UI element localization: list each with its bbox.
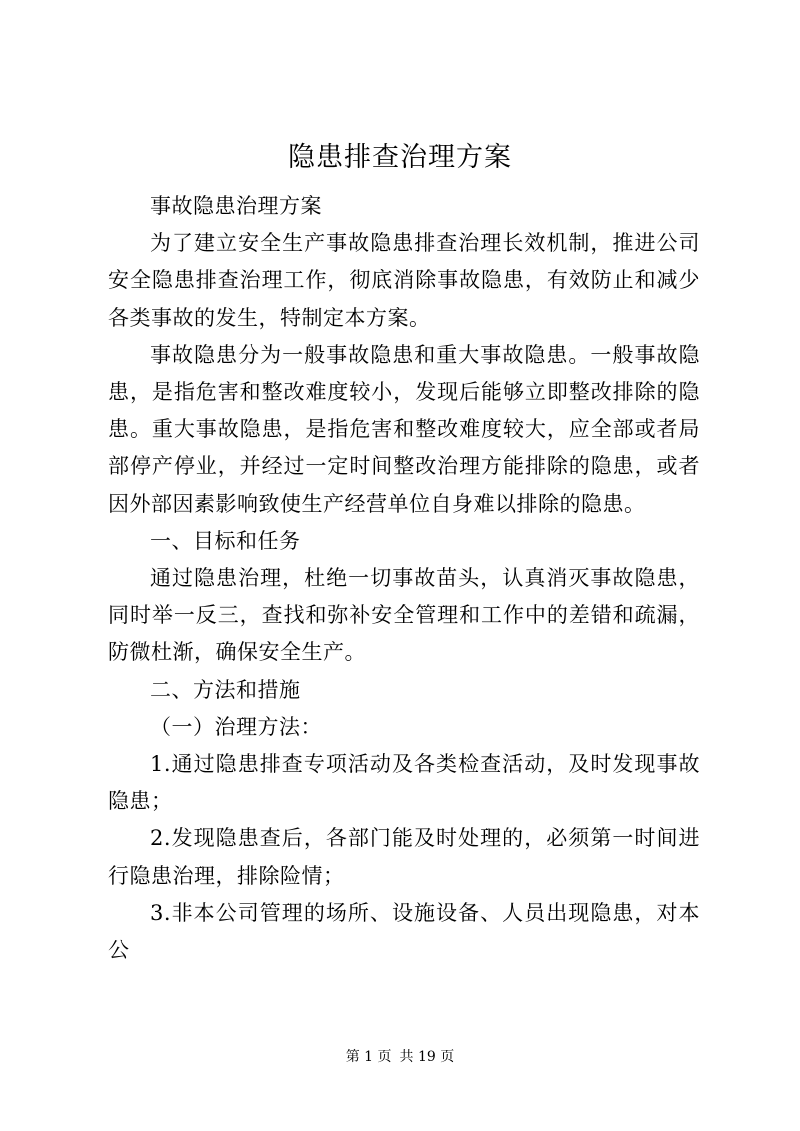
list-item-3: 3.非本公司管理的场所、设施设备、人员出现隐患，对本公 — [108, 900, 700, 963]
subsection-heading-treatment: （一）治理方法： — [150, 714, 322, 739]
document-body — [108, 188, 700, 969]
list-item-2: 2.发现隐患查后，各部门能及时处理的，必须第一时间进行隐患治理，排除险情； — [108, 826, 700, 888]
document-title: 隐患排查治理方案 — [288, 142, 512, 173]
page-total: 共 19 页 — [399, 1049, 455, 1065]
paragraph-subtitle: 事故隐患治理方案 — [150, 194, 322, 218]
paragraph-purpose: 为了建立安全生产事故隐患排查治理长效机制，推进公司安全隐患排查治理工作，彻底消除事故隐患，有效防止和减少各类事故的发生，特制定本方案。 — [108, 231, 700, 330]
section-heading-goals: 一、目标和任务 — [150, 528, 301, 553]
section-heading-methods: 二、方法和措施 — [150, 677, 301, 702]
page-footer — [0, 1047, 800, 1067]
list-item-1: 1.通过隐患排查专项活动及各类检查活动，及时发现事故隐患； — [108, 752, 700, 814]
paragraph-goals: 通过隐患治理，杜绝一切事故苗头，认真消灭事故隐患，同时举一反三，查找和弥补安全管理和工作中的差错和疏漏，防微杜渐，确保安全生产。 — [108, 566, 700, 665]
paragraph-hazard-definition: 事故隐患分为一般事故隐患和重大事故隐患。一般事故隐患，是指危害和整改难度较小，发现后能够立即整改排除的隐患。重大事故隐患，是指危害和整改难度较大，应全部或者局部停产停业，并经过一定时间整改治理方能排除的隐患，或者因外部因素影响致使生产经营单位自身难以排除的隐患。 — [108, 342, 700, 516]
page-number: 第 1 页 — [345, 1049, 392, 1065]
